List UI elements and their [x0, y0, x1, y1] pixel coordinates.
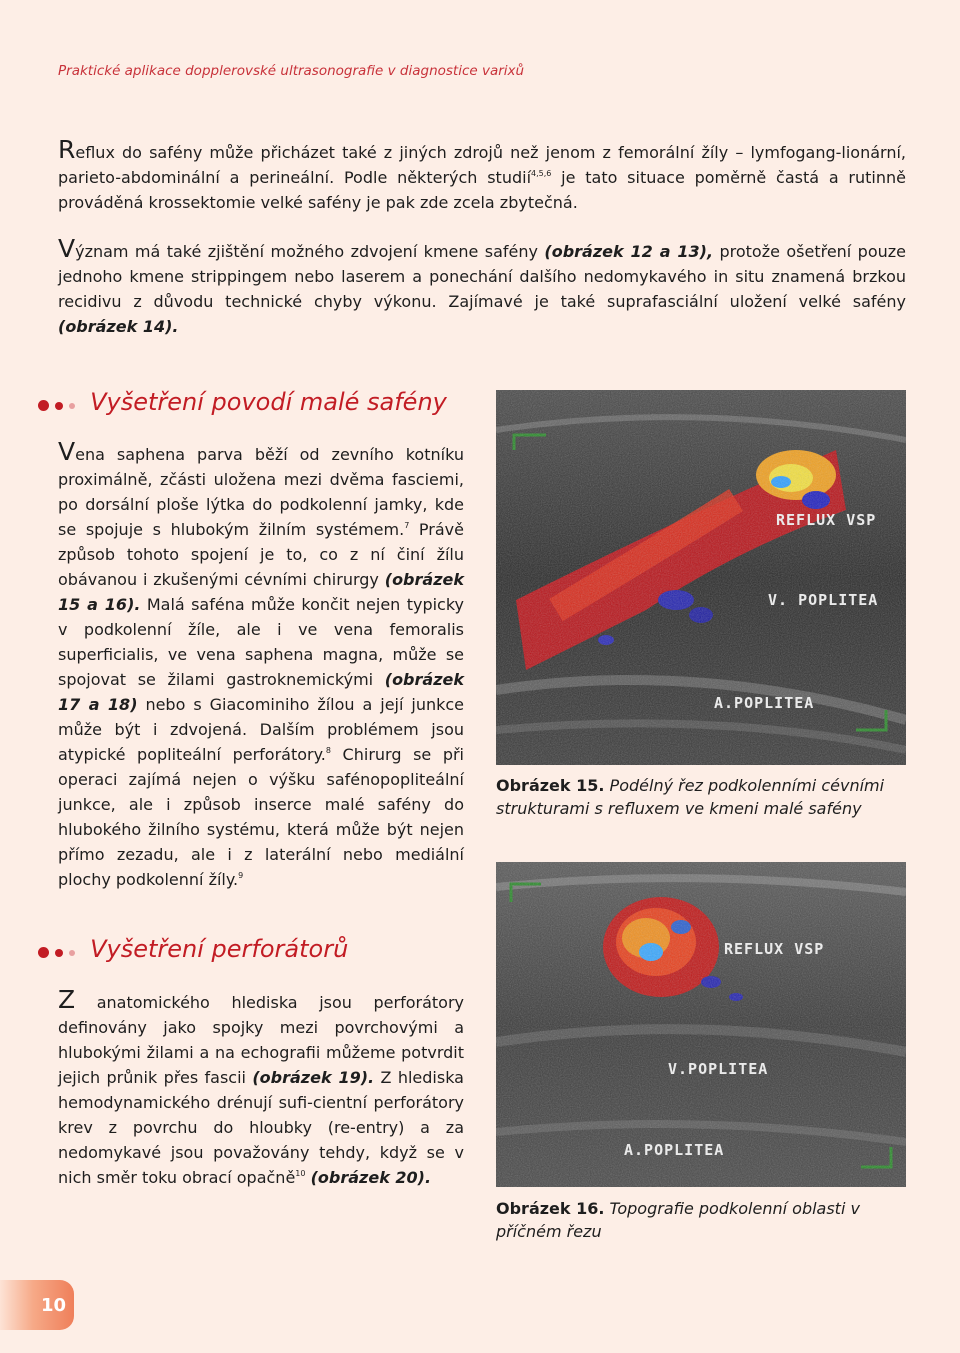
ultrasound-image — [496, 862, 906, 1187]
figure-reference: (obrázek 12 a 13), — [544, 242, 714, 261]
caption-label: Obrázek 15. — [496, 776, 605, 795]
page-number-tab — [0, 1280, 74, 1330]
citation-sup: 7 — [404, 521, 410, 530]
section1-paragraph — [58, 437, 465, 892]
figure-reference: (obrázek 19). — [252, 1068, 375, 1087]
dropcap: Z — [58, 985, 76, 1014]
figure-16-caption — [496, 1197, 906, 1243]
label-v-poplitea: V.POPLITEA — [668, 1060, 769, 1078]
body-text: Právě způsob tohoto spojení je to, co z ní činí žílu obávanou i zkušenými cévními chirurgy — [58, 520, 464, 589]
bullet-dots-icon — [38, 400, 75, 411]
figure-reference: (obrázek 20). — [310, 1168, 432, 1187]
section-heading-perforators — [38, 935, 348, 963]
running-header: Praktické aplikace dopplerovské ultrasonografie v diagnostice varixů — [58, 63, 525, 79]
body-text: Malá saféna může končit nejen typicky v podkolenní žíle, ale i ve vena femoralis superficialis, ve vena saphena magna, může se spojovat se žilami gastroknemickými — [58, 595, 464, 689]
figure-reference: (obrázek 15 a 16). — [58, 570, 464, 614]
figure-15-ultrasound — [496, 390, 906, 765]
intro-paragraph-1 — [58, 135, 906, 215]
caption-label: Obrázek 16. — [496, 1199, 605, 1218]
label-a-poplitea: A.POPLITEA — [714, 694, 815, 712]
intro-text: ýznam má také zjištění možného zdvojení kmene safény — [75, 242, 545, 261]
section-heading-small-saphenous — [38, 388, 447, 416]
label-reflux-vsp: REFLUX VSP — [724, 940, 825, 958]
body-text: nebo s Giacominiho žílou a její junkce může být i zdvojená. Dalším problémem jsou atypické popliteální perforátory. — [58, 695, 464, 764]
body-text: Chirurg se při operaci zajímá nejen o výšku safénopopliteální junkce, ale i způsob inserce malé safény do hlubokého žilního systému, která může být nejen přímo zezadu, ale i z laterální nebo mediální plochy podkolenní žíly. — [58, 745, 465, 889]
intro-text: je tato situace poměrně častá a rutinně prováděná krossektomie velké safény je pak zde zcela zbytečná. — [58, 168, 906, 212]
label-reflux-vsp: REFLUX VSP — [776, 511, 877, 529]
figure-reference: (obrázek 14). — [58, 317, 179, 336]
page-number: 10 — [40, 1295, 66, 1316]
label-v-poplitea: V. POPLITEA — [768, 591, 879, 609]
section-title: Vyšetření perforátorů — [90, 935, 349, 963]
figure-15-caption — [496, 774, 906, 820]
citation-sup: 4,5,6 — [531, 169, 552, 178]
bullet-dots-icon — [38, 947, 75, 958]
section2-paragraph — [58, 985, 464, 1190]
body-text: Z hlediska hemodynamického drénují sufi-cientní perforátory krev z povrchu do hloubky (re-entry) a za nedomykavé jsou považovány tehdy, když se v nich směr toku obrací opačně — [58, 1068, 464, 1187]
figure-16-ultrasound — [496, 862, 906, 1187]
ultrasound-image — [496, 390, 906, 765]
figure-reference: (obrázek 17 a 18) — [58, 670, 464, 714]
caption-text: Topografie podkolenní oblasti v příčném řezu — [496, 1199, 860, 1241]
caption-text: Podélný řez podkolenními cévními strukturami s refluxem ve kmeni malé safény — [496, 776, 885, 818]
section-title: Vyšetření povodí malé safény — [90, 388, 447, 416]
body-text: anatomického hlediska jsou perforátory definovány jako spojky mezi povrchovými a hlubokými žilami a na echografii můžeme potvrdit jejich průnik přes fascii — [58, 993, 464, 1087]
dropcap: V — [58, 437, 76, 466]
intro-text: eflux do safény může přicházet také z jiných zdrojů než jenom z femorální žíly – lymfogang-lionární, parieto-abdominální a perineální. Podle některých studií — [58, 143, 906, 187]
dropcap: R — [58, 135, 76, 164]
intro-text: protože ošetření pouze jednoho kmene strippingem nebo laserem a ponechání dalšího nedomykavého in situ znamená brzkou recidivu z důvodu technické chyby výkonu. Zajímavé je také suprafasciální uložení velké safény — [58, 242, 906, 311]
body-text: ena saphena parva běží od zevního kotníku proximálně, zčásti uložena mezi dvěma fasciemi, po dorsální ploše lýtka do podkolenní jamky, kde se spojuje s hlubokým žilním systémem. — [58, 445, 464, 539]
intro-paragraph-2 — [58, 234, 906, 339]
citation-sup: 9 — [238, 871, 244, 880]
citation-sup: 8 — [325, 746, 331, 755]
citation-sup: 10 — [295, 1169, 306, 1178]
label-a-poplitea: A.POPLITEA — [624, 1141, 725, 1159]
dropcap: V — [58, 234, 76, 263]
